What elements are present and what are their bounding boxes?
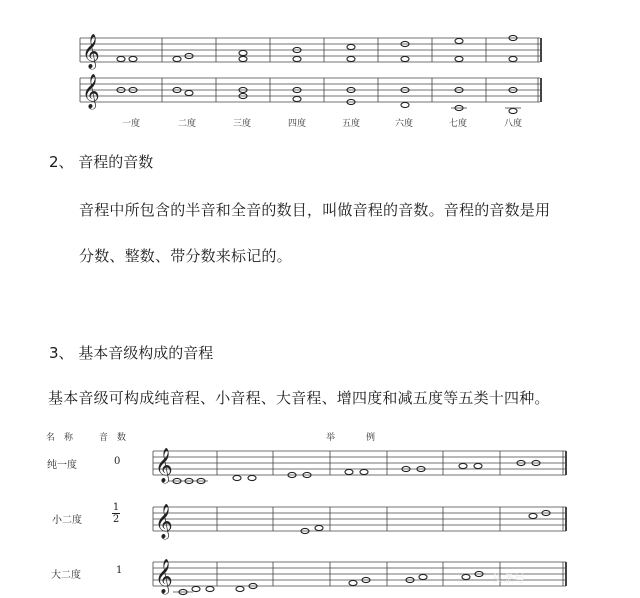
- column-header-example: 举: [326, 433, 345, 443]
- row-name-major-second: 大二度: [51, 570, 81, 581]
- section-3-paragraph: 基本音级可构成纯音程、小音程、大音程、增四度和减五度等五类十四种。: [48, 389, 550, 407]
- section-2-paragraph-line-2: 分数、整数、带分数来标记的。: [79, 247, 292, 265]
- degree-label: 五度: [341, 119, 361, 129]
- section-2-paragraph-line-1: 音程中所包含的半音和全音的数目，叫做音程的音数。音程的音数是用: [79, 201, 551, 219]
- fraction-numerator: 1: [112, 502, 120, 513]
- fraction-denominator: 2: [112, 514, 120, 525]
- column-header-name: 名称: [46, 433, 83, 443]
- degree-label: 八度: [503, 119, 523, 129]
- degree-label: 一度: [121, 119, 141, 129]
- svg-text:𝄞: 𝄞: [155, 448, 173, 483]
- column-header-example-2: 例: [366, 433, 385, 443]
- svg-text:𝄞: 𝄞: [82, 34, 100, 69]
- svg-text:𝄞: 𝄞: [155, 504, 173, 539]
- row-name-perfect-unison: 纯一度: [47, 460, 77, 471]
- svg-text:𝄞: 𝄞: [82, 74, 100, 109]
- degree-label: 二度: [177, 119, 197, 129]
- section-3-heading: 3、 基本音级构成的音程: [49, 344, 214, 362]
- row-count-major-second: 1: [116, 565, 123, 576]
- svg-text:𝄞: 𝄞: [155, 559, 173, 594]
- column-header-count: 音数: [99, 433, 136, 443]
- degree-label: 四度: [287, 119, 307, 129]
- interval-table-staves: [0, 430, 640, 598]
- top-staff-figure: [0, 0, 640, 118]
- row-name-minor-second: 小二度: [52, 515, 82, 526]
- degree-label: 六度: [394, 119, 414, 129]
- degree-label: 三度: [232, 119, 252, 129]
- watermark: 头条号: [492, 572, 525, 585]
- section-2-heading: 2、 音程的音数: [49, 153, 154, 171]
- row-count-perfect-unison: 0: [114, 456, 121, 467]
- degree-label: 七度: [448, 119, 468, 129]
